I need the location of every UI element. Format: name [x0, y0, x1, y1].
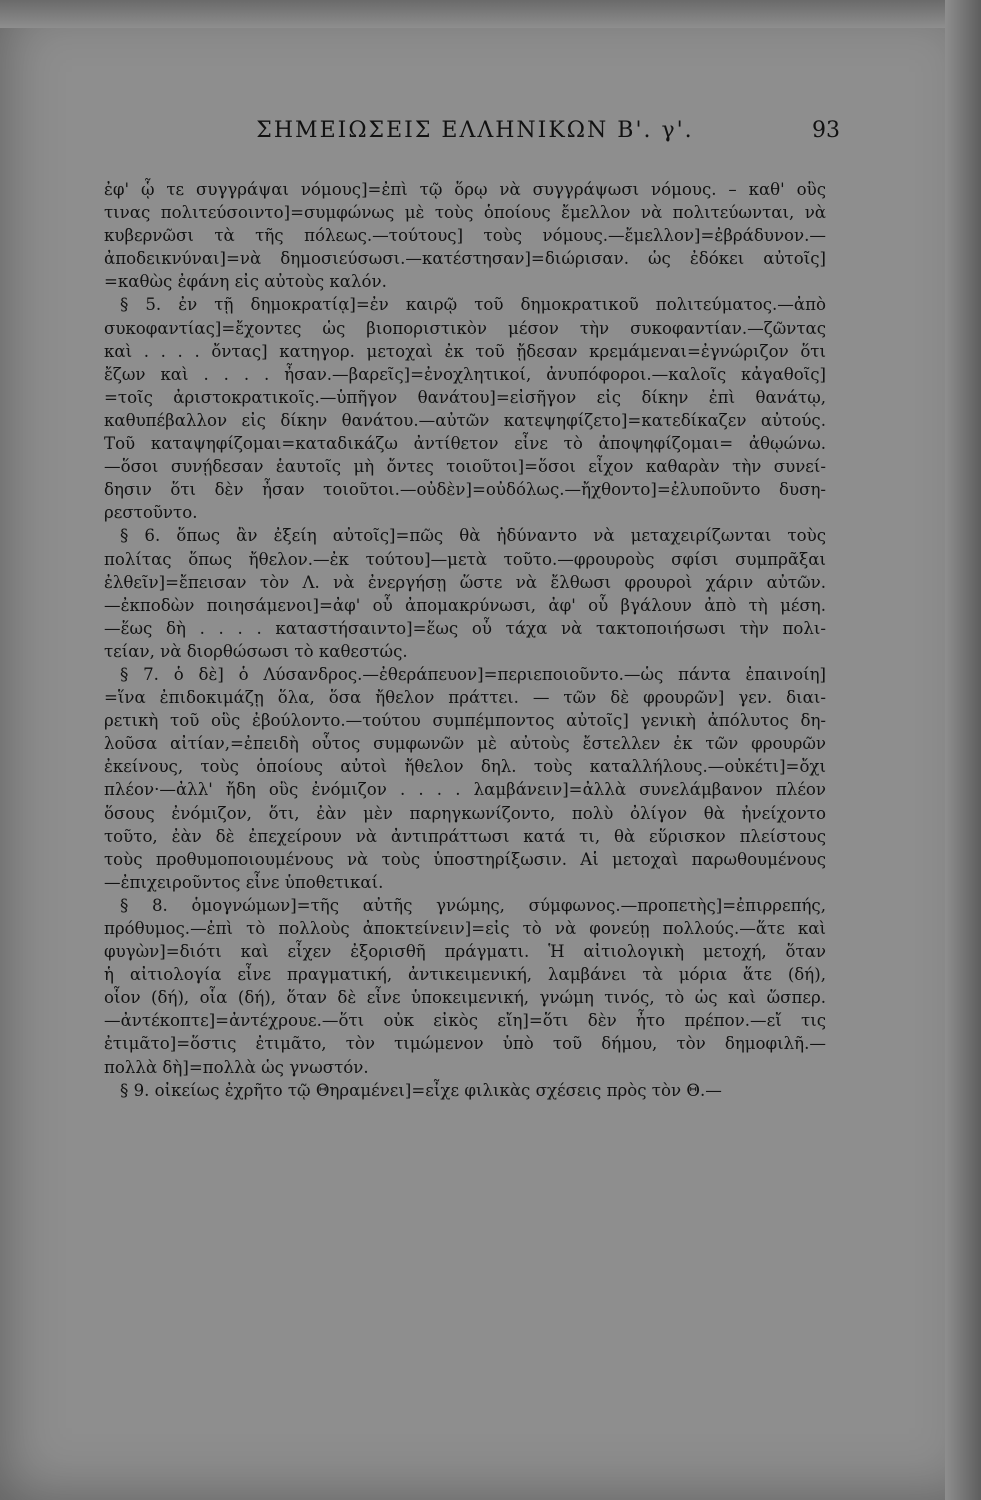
page-right-edge	[945, 0, 981, 1500]
text-line: ἀποδεικνύναι]=νὰ δημοσιεύσωσι.—κατέστησαν]=διώρισαν. ὡς ἐδόκει αὐτοῖς]	[104, 249, 826, 269]
text-line: φυγὼν]=διότι καὶ εἶχεν ἐξορισθῆ πράγματι. Ἡ αἰτιολογικὴ μετοχή, ὅταν	[104, 942, 826, 962]
text-line: ἐφ' ᾧ τε συγγράψαι νόμους]=ἐπὶ τῷ ὅρῳ νὰ συγγράψωσι νόμους. – καθ' οὓς	[104, 180, 826, 199]
text-line: =ἵνα ἐπιδοκιμάζῃ ὅλα, ὅσα ἤθελον πράττει. — τῶν δὲ φρουρῶν] γεν. διαι-	[104, 688, 826, 708]
text-line: καθυπέβαλλον εἰς δίκην θανάτου.—αὐτῶν κατεψηφίζετο]=κατεδίκαζεν αὐτούς.	[104, 410, 826, 430]
text-line: —ἐκποδὼν ποιησάμενοι]=ἀφ' οὗ ἀπομακρύνωσι, ἀφ' οὗ βγάλουν ἀπὸ τὴ μέση.	[104, 595, 826, 615]
text-line: =τοῖς ἀριστοκρατικοῖς.—ὑπῆγον θανάτου]=εἰσῆγον εἰς δίκην ἐπὶ θανάτῳ,	[104, 387, 826, 407]
page-number: 93	[812, 118, 840, 143]
text-line: ρεστοῦντο.	[104, 503, 198, 523]
commentary-text	[104, 178, 826, 1102]
text-line: ὅσους ἐνόμιζον, ὅτι, ἐὰν μὲν παρηγκωνίζοντο, πολὺ ὀλίγον θὰ ἠνείχοντο	[104, 803, 826, 823]
text-line: πολλὰ δὴ]=πολλὰ ὡς γνωστόν.	[104, 1057, 369, 1077]
text-line: § 7. ὁ δὲ] ὁ Λύσανδρος.—ἐθεράπευον]=περιεποιοῦντο.—ὡς πάντα ἐπαινοίη]	[120, 664, 826, 684]
text-line: —ἀντέκοπτε]=ἀντέχρουε.—ὅτι οὐκ εἰκὸς εἴη]=ὅτι δὲν ἦτο πρέπον.—εἴ τις	[104, 1011, 826, 1031]
text-line: πρόθυμος.—ἐπὶ τὸ πολλοὺς ἀποκτείνειν]=εἰς τὸ νὰ φονεύῃ πολλούς.—ἅτε καὶ	[104, 919, 826, 938]
text-line: λοῦσα αἰτίαν,=ἐπειδὴ οὗτος συμφωνῶν μὲ αὐτοὺς ἔστελλεν ἐκ τῶν φρουρῶν	[104, 734, 826, 754]
text-line: —ἐπιχειροῦντος εἶνε ὑποθετικαί.	[104, 872, 384, 892]
text-line: ἐλθεῖν]=ἔπεισαν τὸν Λ. νὰ ἐνεργήσῃ ὥστε νὰ ἔλθωσι φρουροὶ χάριν αὐτῶν.	[104, 572, 826, 592]
text-line: τείαν, νὰ διορθώσωσι τὸ καθεστώς.	[104, 641, 408, 661]
text-line: § 8. ὁμογνώμων]=τῆς αὐτῆς γνώμης, σύμφωνος.—προπετὴς]=ἐπιρρεπής,	[120, 895, 826, 915]
text-line: ρετικὴ τοῦ οὓς ἐβούλοντο.—τούτου συμπέμποντος αὐτοῖς] γενικὴ ἀπόλυτος δη-	[104, 711, 826, 731]
text-line: =καθὼς ἐφάνη εἰς αὐτοὺς καλόν.	[104, 272, 387, 292]
text-line: τινας πολιτεύσοιντο]=συμφώνως μὲ τοὺς ὁποίους ἔμελλον νὰ πολιτεύωνται, νὰ	[104, 203, 826, 223]
text-line: § 6. ὅπως ἂν ἐξείη αὐτοῖς]=πῶς θὰ ἠδύναντο νὰ μεταχειρίζωνται τοὺς	[120, 526, 826, 546]
page-header	[110, 118, 840, 150]
text-line: κυβερνῶσι τὰ τῆς πόλεως.—τούτους] τοὺς νόμους.—ἔμελλον]=ἐβράδυνον.—	[104, 226, 826, 246]
text-line: δησιν ὅτι δὲν ἦσαν τοιοῦτοι.—οὐδὲν]=οὐδόλως.—ἤχθοντο]=ἐλυποῦντο δυση-	[104, 480, 826, 500]
text-line: —ὅσοι συνῄδεσαν ἑαυτοῖς μὴ ὄντες τοιοῦτοι]=ὅσοι εἶχον καθαρὰν τὴν συνεί-	[104, 457, 826, 477]
text-line: § 5. ἐν τῇ δημοκρατίᾳ]=ἐν καιρῷ τοῦ δημοκρατικοῦ πολιτεύματος.—ἀπὸ	[120, 295, 826, 315]
text-line: καὶ . . . . ὄντας] κατηγορ. μετοχαὶ ἐκ τοῦ ᾔδεσαν κρεμάμεναι=ἐγνώριζον ὅτι	[104, 341, 826, 361]
text-line: συκοφαντίας]=ἔχοντες ὡς βιοποριστικὸν μέσον τὴν συκοφαντίαν.—ζῶντας	[104, 318, 826, 338]
text-line: τοῦτο, ἐὰν δὲ ἐπεχείρουν νὰ ἀντιπράττωσι κατά τι, θὰ εὕρισκον πλείστους	[104, 826, 826, 846]
text-line: ἐτιμᾶτο]=ὅστις ἐτιμᾶτο, τὸν τιμώμενον ὑπὸ τοῦ δήμου, τὸν δημοφιλῆ.—	[104, 1034, 826, 1054]
text-line: ἡ αἰτιολογία εἶνε πραγματική, ἀντικειμενική, λαμβάνει τὰ μόρια ἅτε (δή),	[104, 965, 826, 985]
text-line: —ἕως δὴ . . . . καταστήσαιντο]=ἕως οὗ τάχα νὰ τακτοποιήσωσι τὴν πολι-	[104, 618, 826, 638]
text-line: οἷον (δή), οἷα (δή), ὅταν δὲ εἶνε ὑποκειμενική, γνώμη τινός, τὸ ὡς καὶ ὥσπερ.	[104, 988, 826, 1008]
text-line: πλέον·—ἀλλ' ἤδη οὓς ἐνόμιζον . . . . λαμβάνειν]=ἀλλὰ συνελάμβανον πλέον	[104, 780, 826, 800]
text-line: τοὺς προθυμοποιουμένους νὰ τοὺς ὑποστηρίξωσιν. Αἱ μετοχαὶ παρωθουμένους	[104, 849, 826, 869]
text-line: ἔζων καὶ . . . . ἦσαν.—βαρεῖς]=ἐνοχλητικοί, ἀνυπόφοροι.—καλοῖς κἀγαθοῖς]	[104, 364, 826, 384]
running-head: ΣΗΜΕΙΩΣΕΙΣ ΕΛΛΗΝΙΚΩΝ Β'. γ'.	[256, 118, 694, 143]
page-top-edge	[0, 0, 981, 28]
text-line: Τοῦ καταψηφίζομαι=καταδικάζω ἀντίθετον εἶνε τὸ ἀποψηφίζομαι= ἀθῳώνω.	[104, 434, 826, 454]
text-line: § 9. οἰκείως ἐχρῆτο τῷ Θηραμένει]=εἶχε φιλικὰς σχέσεις πρὸς τὸν Θ.—	[120, 1080, 722, 1100]
text-line: πολίτας ὅπως ἤθελον.—ἐκ τούτου]—μετὰ τοῦτο.—φρουροὺς σφίσι συμπρᾶξαι	[104, 549, 826, 569]
text-line: ἐκείνους, τοὺς ὁποίους αὐτοὶ ἤθελον δηλ. τοὺς καταλλήλους.—οὐκέτι]=ὄχι	[104, 757, 826, 777]
